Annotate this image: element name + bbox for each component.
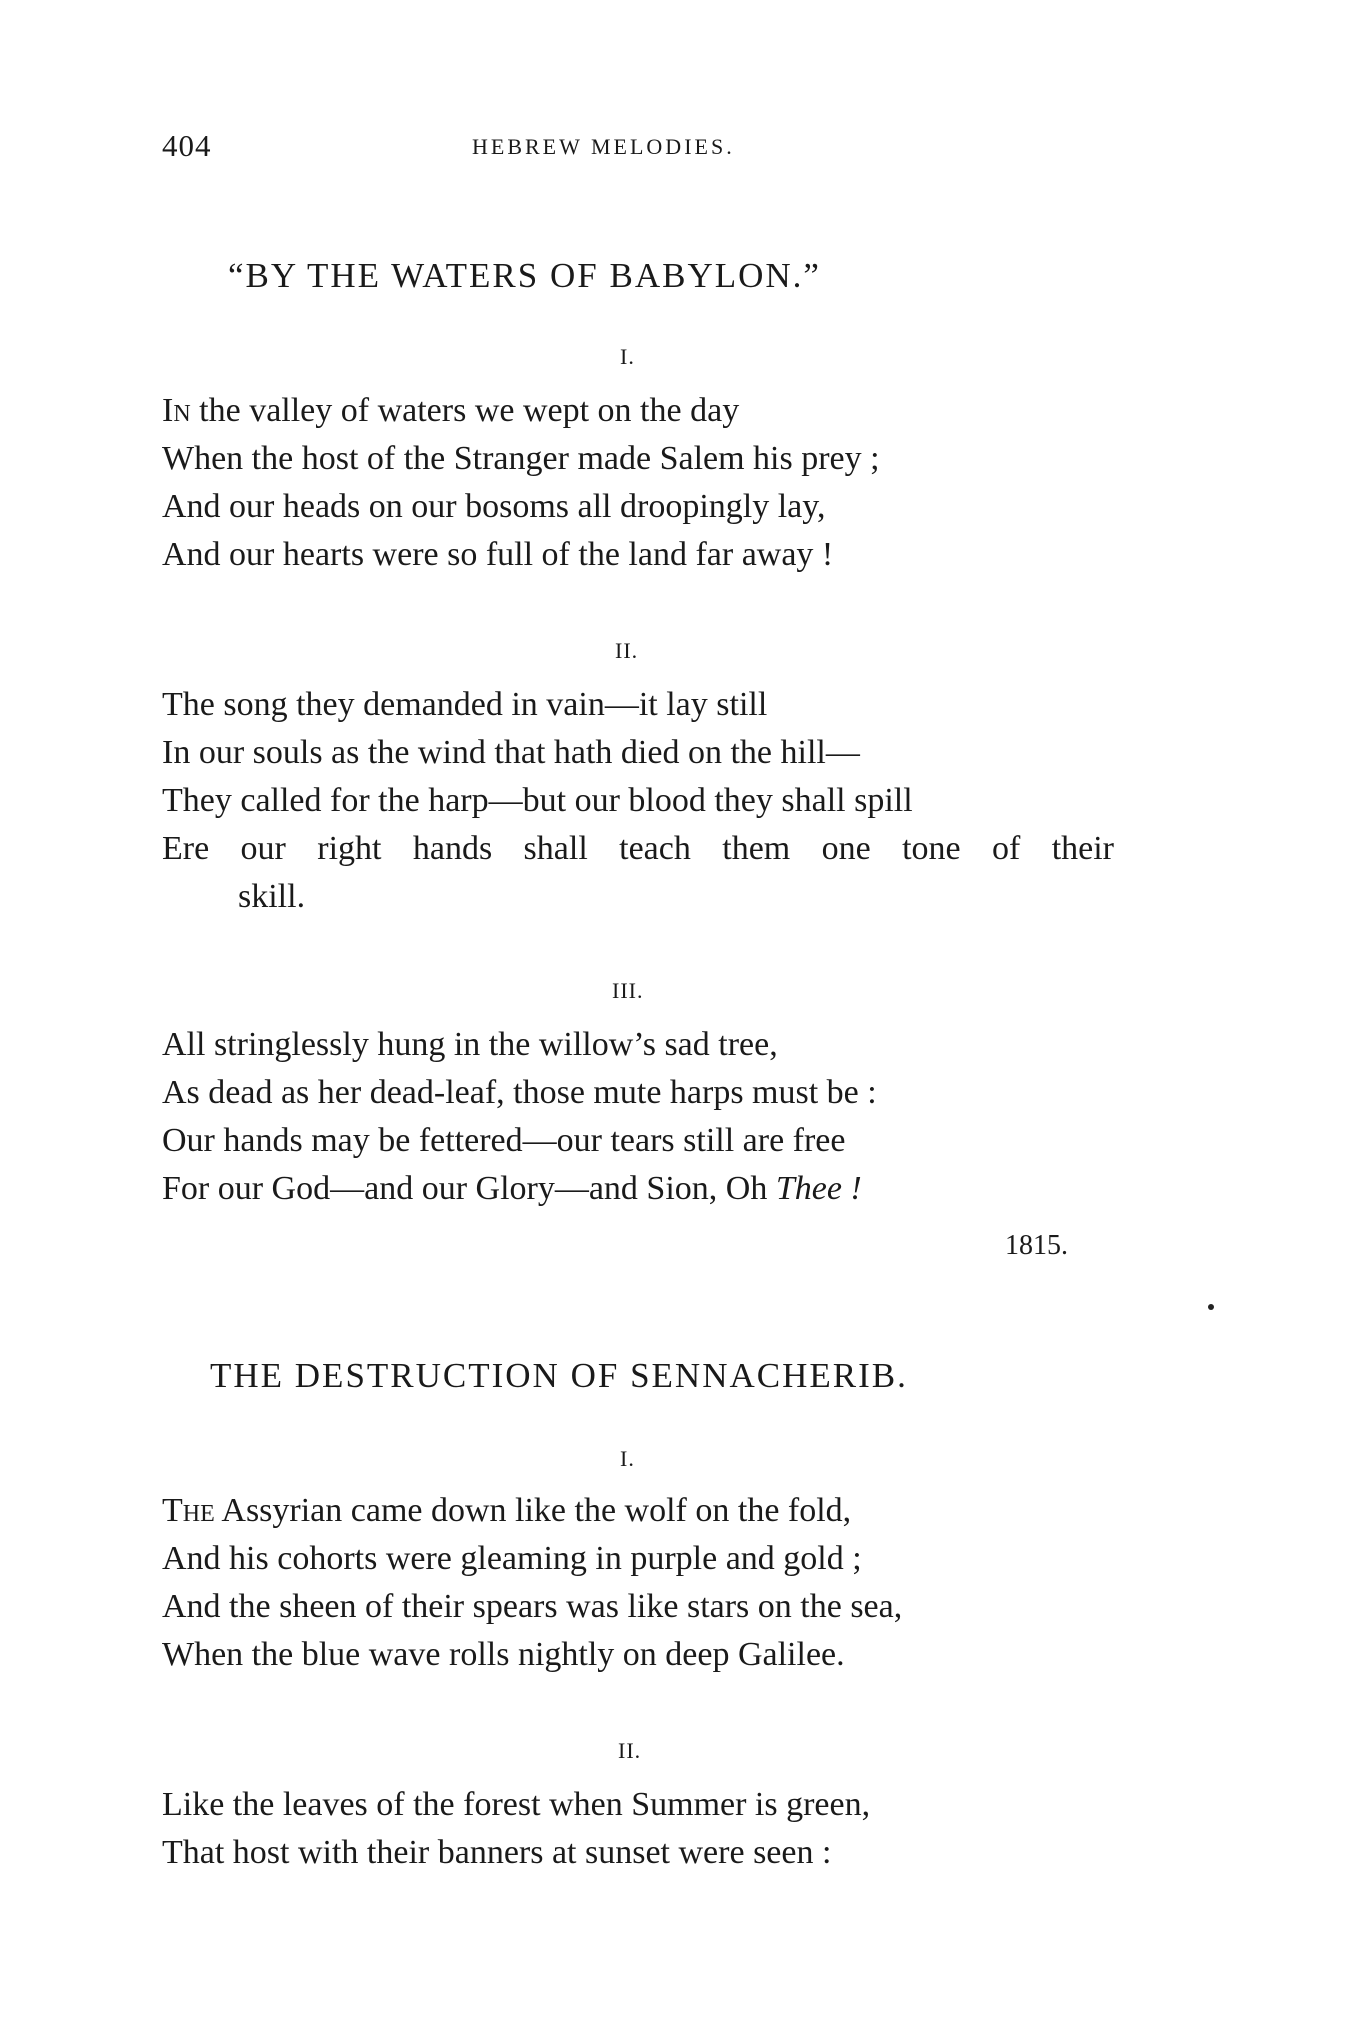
poem-date: 1815.: [1005, 1230, 1068, 1261]
poem-line: And his cohorts were gleaming in purple and gold ;: [162, 1540, 862, 1577]
poem-line: And the sheen of their spears was like stars on the sea,: [162, 1588, 903, 1625]
poem-line: When the host of the Stranger made Salem his prey ;: [162, 440, 880, 477]
ink-speck: [1208, 1304, 1214, 1310]
stanza-numeral: I.: [620, 1446, 635, 1471]
poem-line-text: the valley of waters we wept on the day: [190, 392, 740, 429]
poem-title-babylon: “BY THE WATERS OF BABYLON.”: [228, 256, 821, 295]
poem-line: Like the leaves of the forest when Summer is green,: [162, 1786, 871, 1823]
poem-line-continuation: skill.: [238, 878, 306, 915]
stanza-numeral: II.: [618, 1738, 642, 1763]
poem-line: Ere our right hands shall teach them one tone of their: [162, 830, 1114, 867]
poem-line: When the blue wave rolls nightly on deep Galilee.: [162, 1636, 845, 1673]
poem-line-italic: Thee !: [775, 1170, 862, 1207]
poem-line: All stringlessly hung in the willow’s sad tree,: [162, 1026, 778, 1063]
poem-line: And our hearts were so full of the land far away !: [162, 536, 834, 573]
poem-line: And our heads on our bosoms all droopingly lay,: [162, 488, 826, 525]
poem-line: That host with their banners at sunset were seen :: [162, 1834, 832, 1871]
stanza-numeral: I.: [620, 344, 635, 369]
poem-line: [162, 1172, 862, 1206]
poem-line: The song they demanded in vain—it lay still: [162, 686, 768, 723]
stanza-numeral: II.: [615, 638, 639, 663]
poem-line-text: Assyrian came down like the wolf on the fold,: [214, 1492, 852, 1529]
poem-line: As dead as her dead-leaf, those mute harps must be :: [162, 1074, 877, 1111]
drop-initial: The: [162, 1492, 215, 1529]
poem-line: They called for the harp—but our blood they shall spill: [162, 782, 913, 819]
running-title: HEBREW MELODIES.: [472, 134, 735, 159]
drop-initial: In: [162, 392, 191, 429]
poem-line: [162, 1494, 851, 1528]
stanza-numeral: III.: [612, 978, 644, 1003]
poem-line: Our hands may be fettered—our tears still are free: [162, 1122, 846, 1159]
page-number: 404: [162, 128, 212, 163]
poem-line: [162, 394, 739, 428]
poem-line-text: For our God—and our Glory—and Sion, Oh: [162, 1170, 776, 1207]
poem-title-sennacherib: THE DESTRUCTION OF SENNACHERIB.: [210, 1356, 908, 1395]
poem-line: In our souls as the wind that hath died on the hill—: [162, 734, 860, 771]
